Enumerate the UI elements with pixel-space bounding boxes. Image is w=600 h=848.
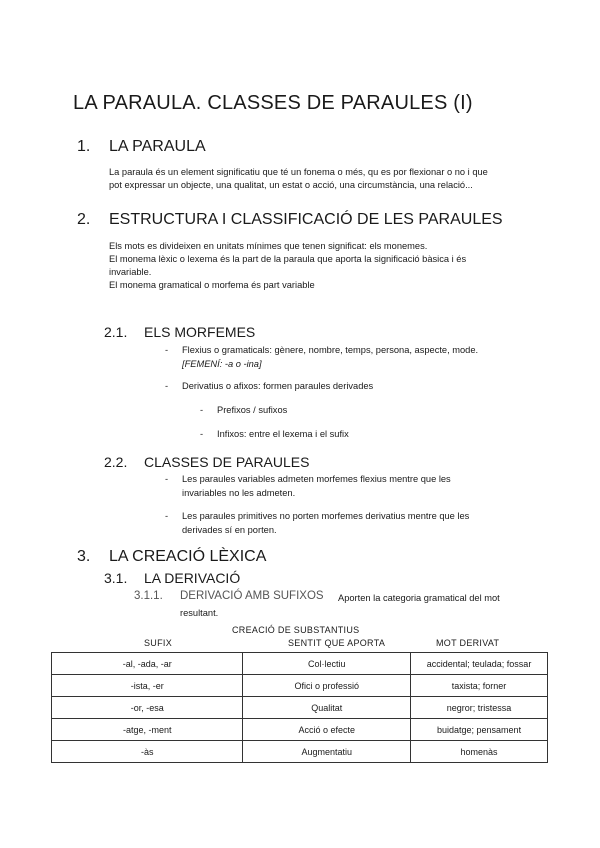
table-cell: taxista; forner <box>411 675 548 697</box>
bullet-text: Derivatius o afixos: formen paraules derivades <box>182 381 374 391</box>
table-cell: -às <box>52 741 243 763</box>
bullet-example: [FEMENÍ: -a o -ina] <box>182 358 262 369</box>
subsection-note: Aporten la categoria gramatical del mot <box>338 593 500 603</box>
section-number: 2. <box>77 211 91 228</box>
subsection-title: ELS MORFEMES <box>144 324 256 340</box>
section-1-paragraph <box>109 166 488 192</box>
section-title: LA CREACIÓ LÈXICA <box>109 548 267 565</box>
table-cell: Qualitat <box>243 697 411 719</box>
bullet-item <box>165 380 565 394</box>
table-cell: Ofici o professió <box>243 675 411 697</box>
sub-bullet-text: Infixos: entre el lexema i el sufix <box>217 429 349 439</box>
table-cell: accidental; teulada; fossar <box>411 653 548 675</box>
table-cell: -atge, -ment <box>52 719 243 741</box>
table-cell: Col·lectiu <box>243 653 411 675</box>
table-row <box>52 675 548 697</box>
bullet-dash: - <box>165 381 169 391</box>
bullet-text: derivades sí en porten. <box>182 524 277 535</box>
bullet-item <box>165 510 565 537</box>
bullet-dash: - <box>165 345 169 355</box>
section-title: ESTRUCTURA I CLASSIFICACIÓ DE LES PARAULES <box>109 211 503 228</box>
bullet-text: Flexius o gramaticals: gènere, nombre, temps, persona, aspecte, mode. <box>182 345 479 355</box>
table-header-sufix: SUFIX <box>144 638 173 648</box>
sub-bullet-item <box>200 428 500 442</box>
subsection-number: 2.1. <box>104 324 128 340</box>
subsection-number: 2.2. <box>104 454 128 470</box>
table-row <box>52 741 548 763</box>
bullet-dash: - <box>200 405 204 415</box>
section-number: 1. <box>77 138 91 155</box>
paragraph-line: El monema gramatical o morfema és part variable <box>109 280 315 290</box>
section-2-paragraph <box>109 240 466 292</box>
table-row <box>52 719 548 741</box>
bullet-text: invariables no les admeten. <box>182 487 296 498</box>
table-row <box>52 653 548 675</box>
subsection-note: resultant. <box>180 608 219 618</box>
table-row <box>52 697 548 719</box>
table-caption: CREACIÓ DE SUBSTANTIUS <box>232 625 360 635</box>
sub-bullet-text: Prefixos / sufixos <box>217 405 288 415</box>
paragraph-line: La paraula és un element significatiu que té un fonema o més, qu es por flexionar o no i que <box>109 167 488 177</box>
table-cell: Augmentatiu <box>243 741 411 763</box>
paragraph-line: pot expressar un objecte, una qualitat, un estat o acció, una circumstància, una relació... <box>109 180 473 190</box>
bullet-text: Les paraules primitives no porten morfemes derivatius mentre que les <box>182 511 470 521</box>
paragraph-line: Els mots es divideixen en unitats mínimes que tenen significat: els monemes. <box>109 241 428 251</box>
bullet-item <box>165 344 565 371</box>
page-title: LA PARAULA. CLASSES DE PARAULES (I) <box>73 92 473 114</box>
table-cell: Acció o efecte <box>243 719 411 741</box>
paragraph-line: invariable. <box>109 267 152 277</box>
subsection-title: DERIVACIÓ AMB SUFIXOS <box>180 590 324 602</box>
bullet-item <box>165 473 565 500</box>
bullet-dash: - <box>200 429 204 439</box>
table-cell: -or, -esa <box>52 697 243 719</box>
sub-bullet-item <box>200 404 500 418</box>
table-cell: negror; tristessa <box>411 697 548 719</box>
bullet-dash: - <box>165 511 169 521</box>
table-cell: -ista, -er <box>52 675 243 697</box>
table-header-sentit: SENTIT QUE APORTA <box>288 638 386 648</box>
subsection-number: 3.1.1. <box>134 590 163 602</box>
table-header-mot: MOT DERIVAT <box>436 638 500 648</box>
derivation-table <box>51 652 548 763</box>
subsection-number: 3.1. <box>104 570 128 586</box>
table-cell: -al, -ada, -ar <box>52 653 243 675</box>
table-cell: buidatge; pensament <box>411 719 548 741</box>
bullet-dash: - <box>165 474 169 484</box>
section-title: LA PARAULA <box>109 138 206 155</box>
paragraph-line: El monema lèxic o lexema és la part de la paraula que aporta la significació bàsica i és <box>109 254 467 264</box>
subsection-title: LA DERIVACIÓ <box>144 570 241 586</box>
subsection-3-1-1 <box>134 590 534 620</box>
bullet-text: Les paraules variables admeten morfemes flexius mentre que les <box>182 474 451 484</box>
table-cell: homenàs <box>411 741 548 763</box>
subsection-title: CLASSES DE PARAULES <box>144 454 310 470</box>
section-number: 3. <box>77 548 91 565</box>
